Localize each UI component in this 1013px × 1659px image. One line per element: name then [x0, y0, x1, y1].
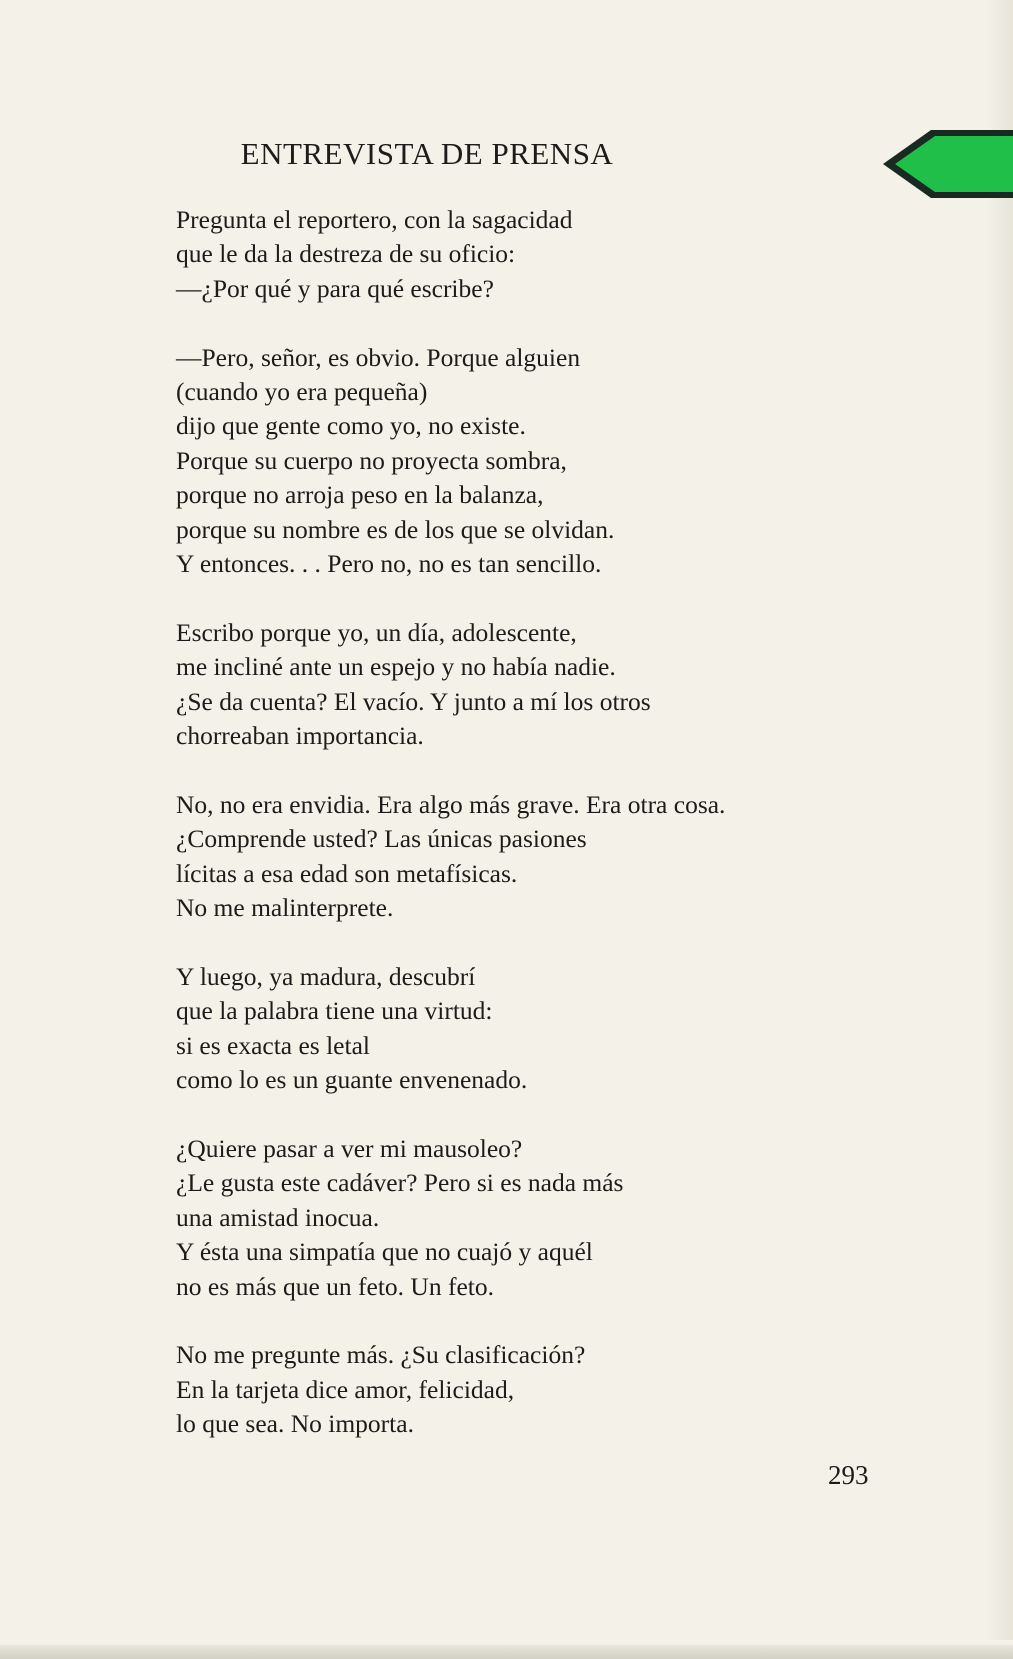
poem-line: que la palabra tiene una virtud:: [176, 996, 493, 1026]
stanza: [176, 1132, 956, 1304]
page-edge: [987, 0, 1013, 1640]
poem-line: Y luego, ya madura, descubrí: [176, 961, 476, 991]
poem-body: [176, 203, 956, 1476]
poem-line: Y entonces. . . Pero no, no es tan sencillo.: [176, 549, 602, 579]
poem-line: como lo es un guante envenenado.: [176, 1065, 528, 1095]
poem-line: porque no arroja peso en la balanza,: [176, 480, 544, 510]
poem-line: (cuando yo era pequeña): [176, 377, 428, 407]
poem-line: lícitas a esa edad son metafísicas.: [176, 858, 518, 888]
poem-line: No me pregunte más. ¿Su clasificación?: [176, 1340, 586, 1370]
stanza: [176, 616, 956, 754]
poem-line: ¿Comprende usted? Las únicas pasiones: [176, 824, 587, 854]
poem-line: Escribo porque yo, un día, adolescente,: [176, 617, 577, 647]
poem-line: dijo que gente como yo, no existe.: [176, 411, 526, 441]
poem-line: Y ésta una simpatía que no cuajó y aquél: [176, 1237, 593, 1267]
poem-line: ¿Quiere pasar a ver mi mausoleo?: [176, 1133, 523, 1163]
poem-line: porque su nombre es de los que se olvidan.: [176, 514, 615, 544]
poem-line: —¿Por qué y para qué escribe?: [176, 273, 494, 303]
stanza: [176, 341, 956, 582]
poem-line: ¿Le gusta este cadáver? Pero si es nada más: [176, 1168, 624, 1198]
poem-line: ¿Se da cuenta? El vacío. Y junto a mí los otros: [176, 686, 651, 716]
stanza: [176, 203, 956, 306]
poem-line: No me malinterprete.: [176, 893, 394, 923]
poem-line: lo que sea. No importa.: [176, 1409, 414, 1439]
poem-line: me incliné ante un espejo y no había nadie.: [176, 652, 616, 682]
poem-line: En la tarjeta dice amor, felicidad,: [176, 1374, 515, 1404]
poem-title: ENTREVISTA DE PRENSA: [240, 136, 614, 171]
page-bottom-edge: [0, 1645, 1013, 1659]
poem-line: que le da la destreza de su oficio:: [176, 239, 516, 269]
page-number: 293: [828, 1460, 869, 1490]
bookmark-tab-icon: [879, 128, 1013, 200]
poem-line: Porque su cuerpo no proyecta sombra,: [176, 445, 567, 475]
poem-line: una amistad inocua.: [176, 1202, 380, 1232]
stanza: [176, 960, 956, 1098]
stanza: [176, 788, 956, 926]
poem-line: chorreaban importancia.: [176, 721, 424, 751]
poem-line: si es exacta es letal: [176, 1030, 370, 1060]
poem-line: No, no era envidia. Era algo más grave. Era otra cosa.: [176, 789, 726, 819]
poem-line: no es más que un feto. Un feto.: [176, 1271, 494, 1301]
stanza: [176, 1338, 956, 1441]
poem-line: —Pero, señor, es obvio. Porque alguien: [176, 342, 581, 372]
poem-line: Pregunta el reportero, con la sagacidad: [176, 205, 573, 234]
